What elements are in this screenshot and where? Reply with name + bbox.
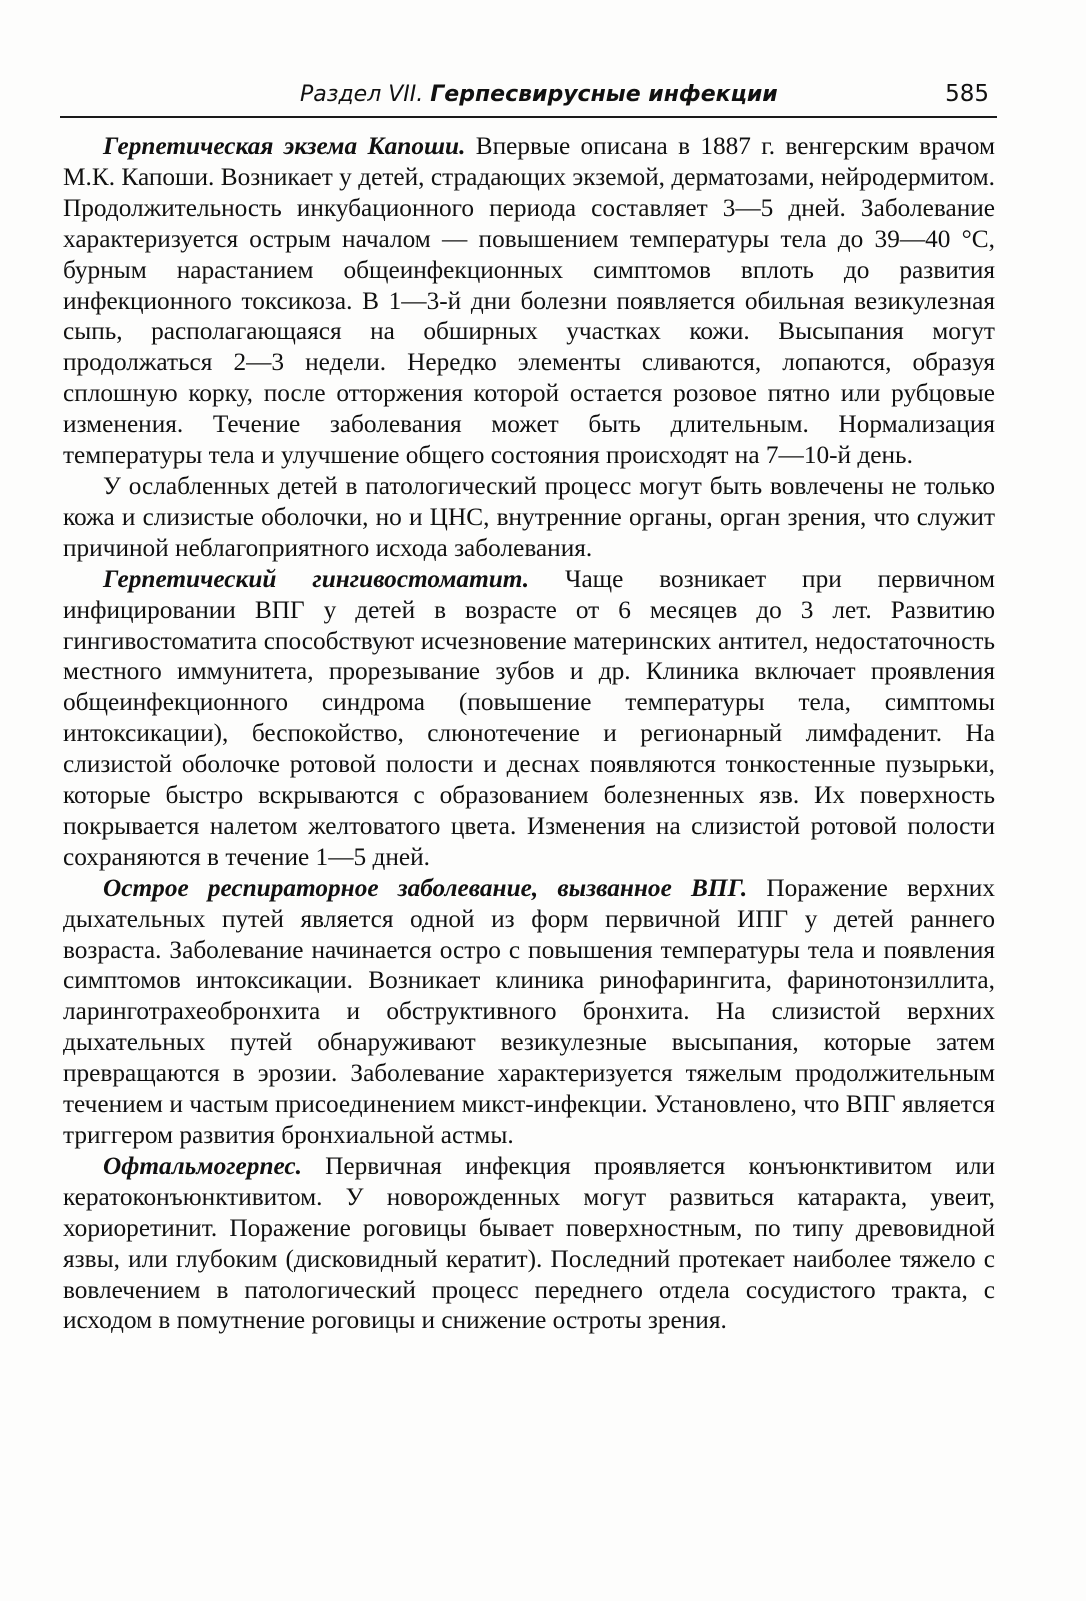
body-text [63, 131, 995, 1336]
paragraph-kaposi-eczema [63, 131, 995, 471]
term-heading: Герпетический гингивостоматит. [103, 564, 530, 593]
paragraph-text: Чаще возникает при первичном инфицировании ВПГ у детей в возрасте от 6 месяцев до 3 лет. Развитию гингивостоматита способствуют исчезновение материнских антител, недостаточность местного иммунитета, прорезывание зубов и др. Клиника включает проявления общеинфекционного синдрома (повышение температуры тела, симптомы интоксикации), беспокойство, слюнотечение и регионарный лимфаденит. На слизистой оболочке ротовой полости и деснах появляются тонкостенные пузырьки, которые быстро вскрываются с образованием болезненных язв. Их поверхность покрывается налетом желтоватого цвета. Изменения на слизистой ротовой полости сохраняются в течение 1—5 дней. [63, 564, 995, 871]
running-header [60, 78, 997, 118]
paragraph-text: Поражение верхних дыхательных путей является одной из форм первичной ИПГ у детей раннего возраста. Заболевание начинается остро с повышения температуры тела и появления симптомов интоксикации. Возникает клиника ринофарингита, фаринотонзиллита, ларинготрахеобронхита и обструктивного бронхита. На слизистой верхних дыхательных путей обнаруживают везикулезные высыпания, которые затем превращаются в эрозии. Заболевание характеризуется тяжелым продолжительным течением и частым присоединением микст-инфекции. Установлено, что ВПГ является триггером развития бронхиальной астмы. [63, 873, 995, 1149]
section-label: Раздел VII. [300, 82, 424, 107]
page-number: 585 [945, 81, 989, 107]
paragraph-text: У ослабленных детей в патологический процесс могут быть вовлечены не только кожа и слизистые оболочки, но и ЦНС, внутренние органы, орган зрения, что служит причиной неблагоприятного исхода заболевания. [63, 471, 995, 562]
paragraph-ophthalmoherpes [63, 1151, 995, 1336]
term-heading: Офтальмогерпес. [103, 1151, 302, 1180]
section-title: Герпесвирусные инфекции [430, 82, 778, 107]
paragraph-text: Впервые описана в 1887 г. венгерским врачом М.К. Капоши. Возникает у детей, страдающих экземой, дерматозами, нейродермитом. Продолжительность инкубационного периода составляет 3—5 дней. Заболевание характеризуется острым началом — повышением температуры тела до 39—40 °С, бурным нарастанием общеинфекционных симптомов вплоть до развития инфекционного токсикоза. В 1—3-й дни болезни появляется обильная везикулезная сыпь, располагающаяся на обширных участках кожи. Высыпания могут продолжаться 2—3 недели. Нередко элементы сливаются, лопаются, образуя сплошную корку, после отторжения которой остается розовое пятно или рубцовые изменения. Течение заболевания может быть длительным. Нормализация температуры тела и улучшение общего состояния происходят на 7—10-й день. [63, 132, 995, 470]
paragraph-gingivostomatitis [63, 564, 995, 873]
section-heading [300, 82, 778, 107]
term-heading: Герпетическая экзема Капоши. [103, 132, 466, 160]
term-heading: Острое респираторное заболевание, вызванное ВПГ. [103, 873, 748, 902]
paragraph-text: Первичная инфекция проявляется конъюнктивитом или кератоконъюнктивитом. У новорожденных могут развиться катаракта, увеит, хориоретинит. Поражение роговицы бывает поверхностным, по типу древовидной язвы, или глубоким (дисковидный кератит). Последний протекает наиболее тяжело с вовлечением в патологический процесс переднего отдела сосудистого тракта, с исходом в помутнение роговицы и снижение остроты зрения. [63, 1151, 995, 1335]
paragraph-weakened-children [63, 471, 995, 564]
paragraph-respiratory-disease [63, 873, 995, 1151]
